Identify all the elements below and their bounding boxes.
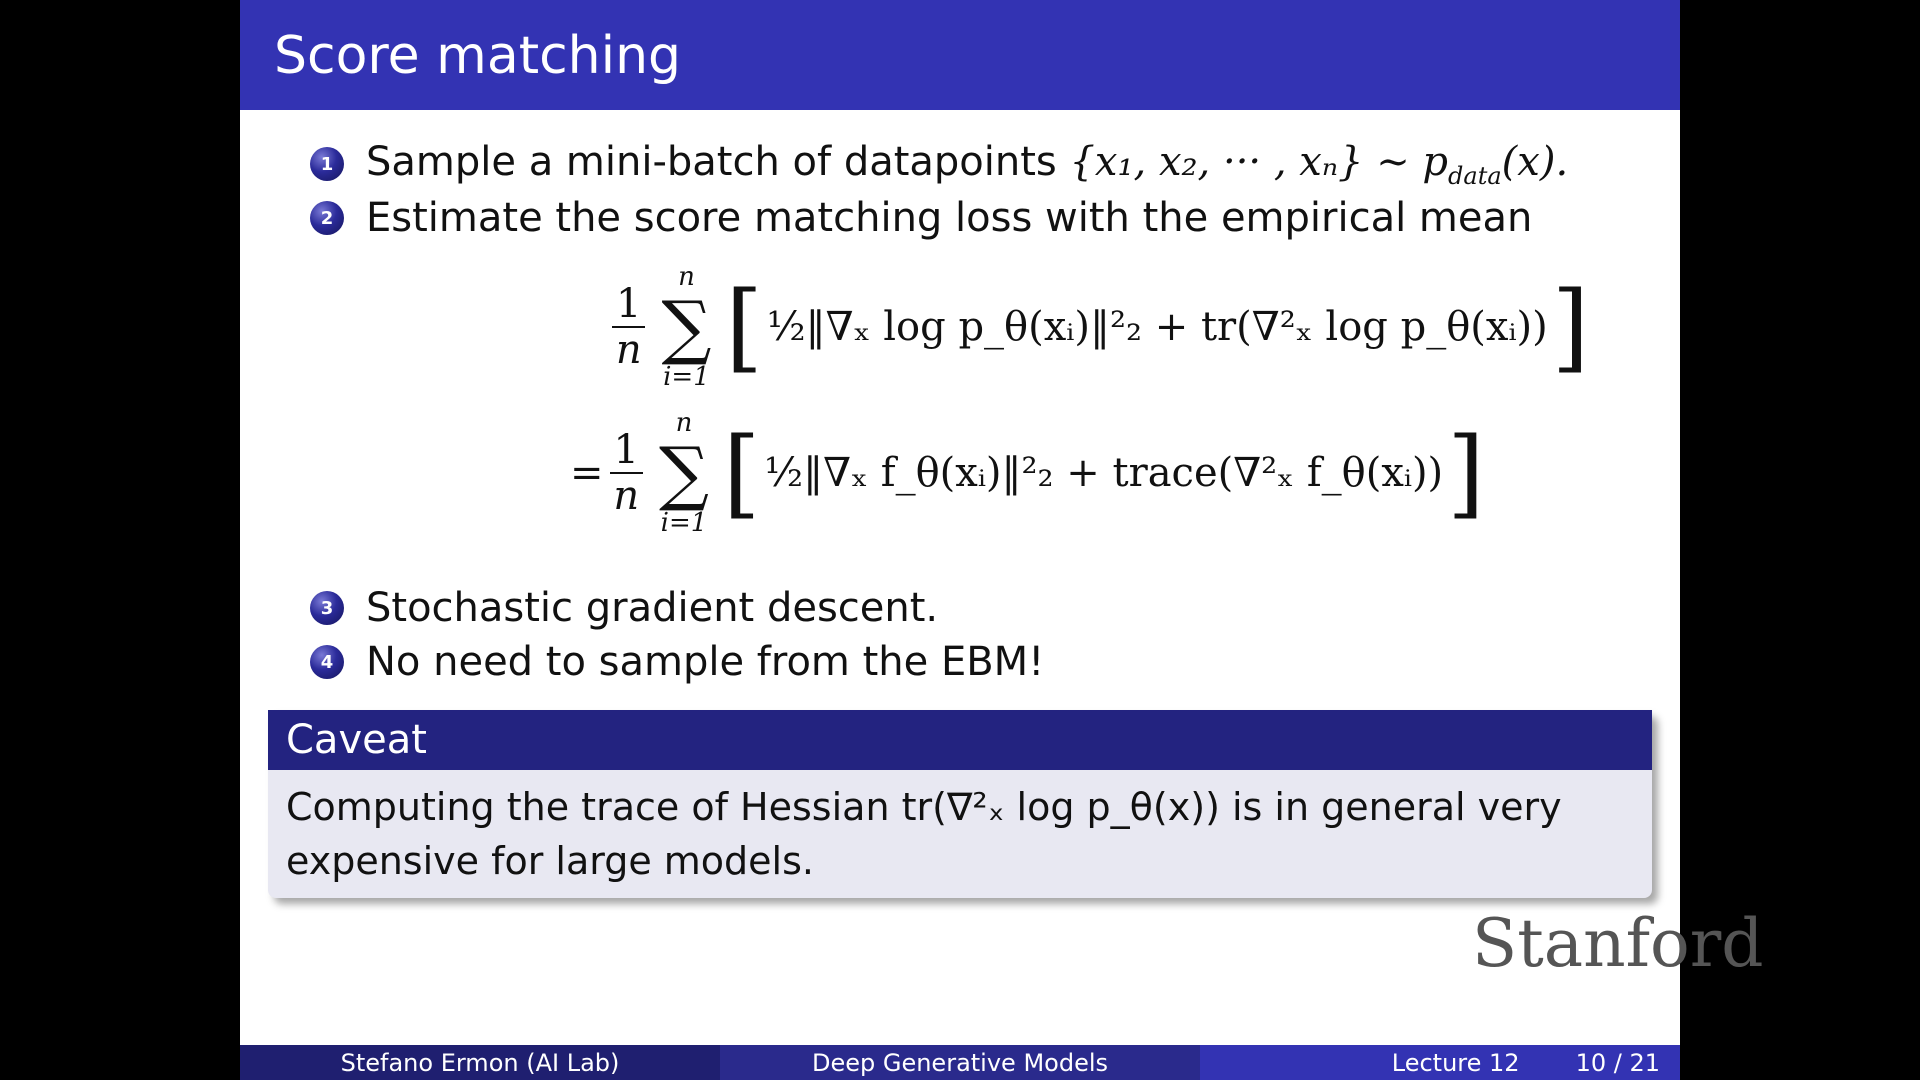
caveat-block [268, 710, 1652, 898]
summation: n ∑ i=1 [661, 262, 712, 392]
list-item-text: Stochastic gradient descent. [366, 585, 939, 631]
footer-lecture: Lecture 12 [1391, 1048, 1520, 1077]
equals-sign: = [570, 450, 604, 496]
summation: n ∑ i=1 [658, 408, 709, 538]
footer-right [1200, 1045, 1680, 1080]
fraction: $\frac{1}{n}$ [610, 428, 643, 518]
slide [240, 0, 1764, 1080]
caveat-body [268, 770, 1652, 888]
bullet-number: 2 [310, 201, 344, 235]
footer-page-number: 10 / 21 [1575, 1048, 1660, 1077]
list-item-text: No need to sample from the EBM! [366, 639, 1045, 685]
caveat-line: expensive for large models. [286, 839, 814, 883]
bullet-number: 1 [310, 147, 344, 181]
list-item-text: Estimate the score matching loss with the empirical mean [366, 195, 1533, 241]
bullet-number: 4 [310, 645, 344, 679]
list-item-text: Sample a mini-batch of datapoints {x₁, x₂, ··· , xₙ} ∼ $p_{data}(x)$. [366, 138, 1569, 190]
list-item [310, 634, 1044, 690]
equation-content: ½‖∇ₓ f_θ(xᵢ)‖²₂ + trace(∇²ₓ f_θ(xᵢ)) [764, 450, 1444, 496]
equation-row-1: $\frac{1}{n}$ n ∑ i=1 [ ½‖∇ₓ log p_θ(xᵢ)‖²₂ + tr(∇²ₓ log p_θ(xᵢ)) ] [606, 262, 1593, 392]
caveat-title: Caveat [268, 710, 1652, 770]
bullet-number: 3 [310, 591, 344, 625]
title-bar [240, 0, 1680, 110]
list-item [310, 580, 938, 636]
slide-title: Score matching [274, 26, 682, 86]
equation-content: ½‖∇ₓ log p_θ(xᵢ)‖²₂ + tr(∇²ₓ log p_θ(xᵢ)) [766, 304, 1548, 350]
footer-course: Deep Generative Models [720, 1045, 1200, 1080]
list-item [310, 190, 1532, 246]
caveat-line: Computing the trace of Hessian tr(∇²ₓ log p_θ(x)) is in general very [286, 785, 1562, 829]
equation-row-2: = $\frac{1}{n}$ n ∑ i=1 [ ½‖∇ₓ f_θ(xᵢ)‖²₂ + trace(∇²ₓ f_θ(xᵢ)) ] [570, 408, 1485, 538]
fraction: $\frac{1}{n}$ [612, 282, 645, 372]
footer [240, 1045, 1680, 1080]
list-item [310, 136, 1568, 192]
footer-author: Stefano Ermon (AI Lab) [240, 1045, 720, 1080]
stanford-logo: Stanford [1472, 905, 1764, 982]
